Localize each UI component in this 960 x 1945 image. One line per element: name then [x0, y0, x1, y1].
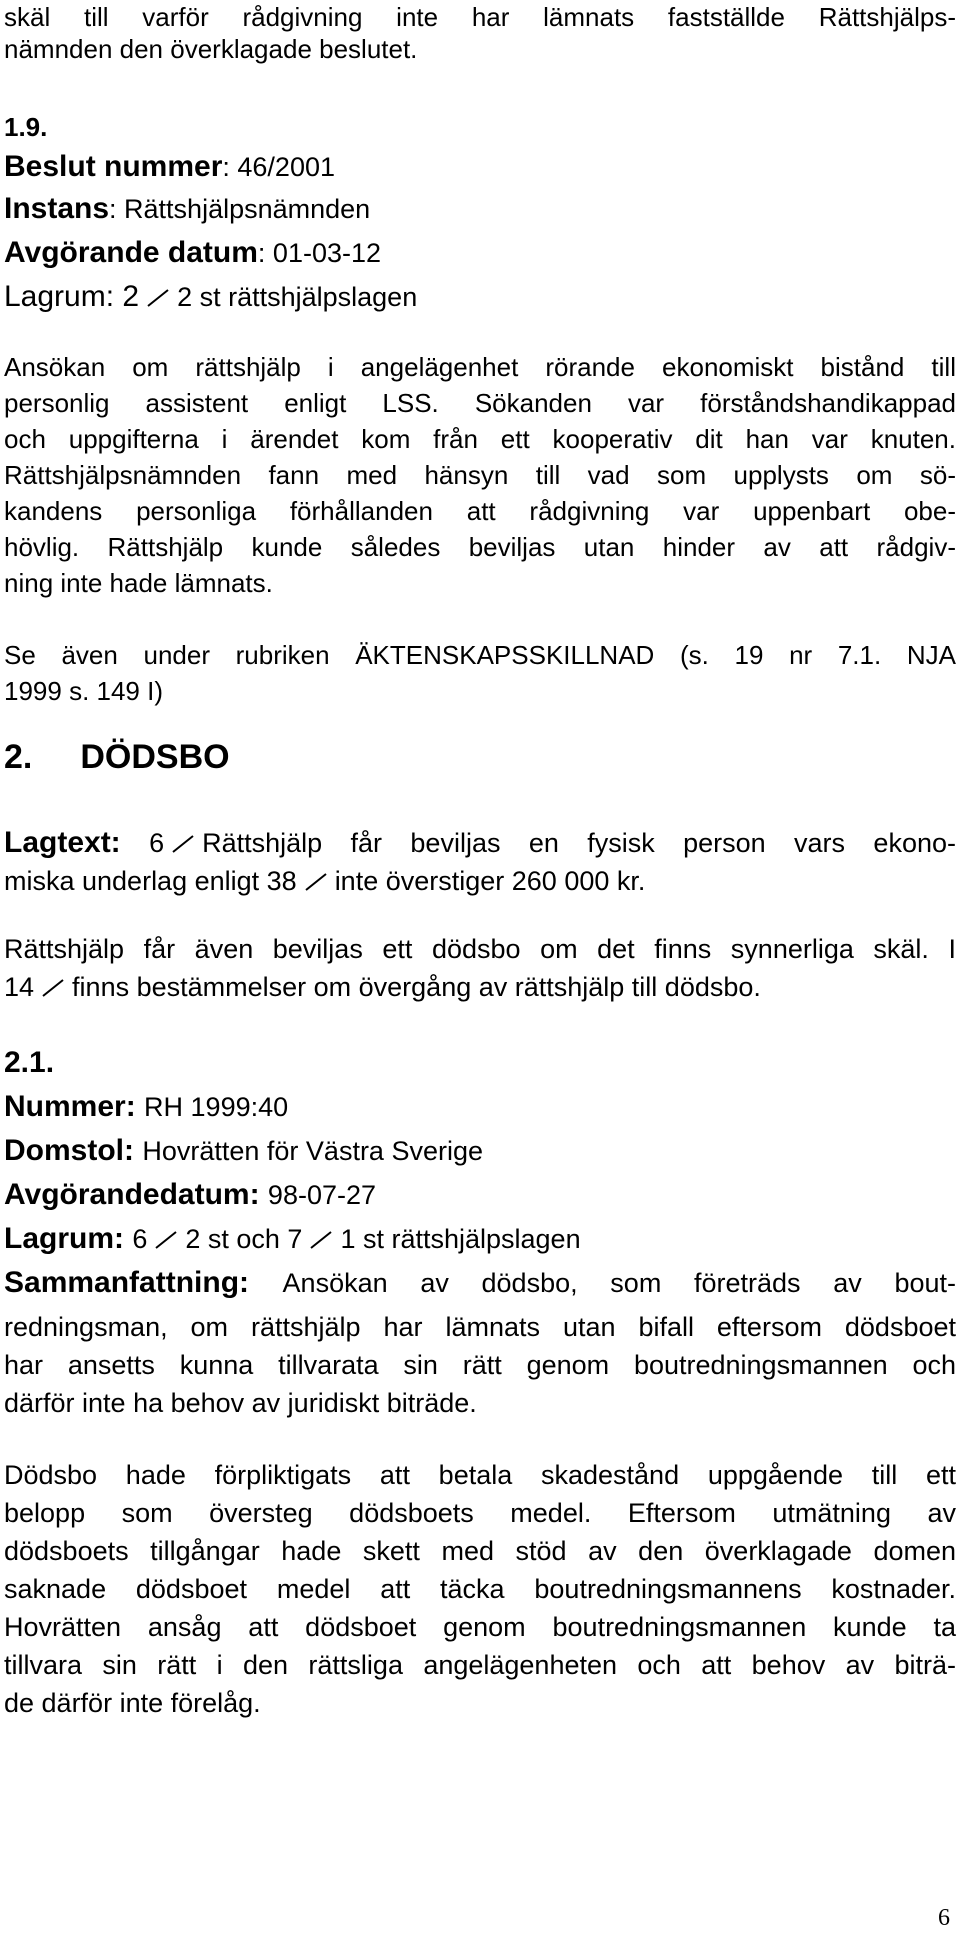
body-line: hövlig. Rättshjälp kunde således beviljas utan hinder av att rådgiv- [4, 532, 956, 562]
datum-label: Avgörandedatum: [4, 1178, 260, 1211]
lagrum-line [4, 280, 417, 314]
lagtext-b: Rättshjälp får beviljas en fysisk person vars ekono- [202, 828, 956, 858]
sammanfattning-line: därför inte ha behov av juridiskt biträde. [4, 1388, 477, 1418]
para-line2-a: 14 [4, 972, 35, 1002]
body-line: och uppgifterna i ärendet kom från ett kooperativ dit han var knuten. [4, 424, 956, 454]
body-line: Ansökan om rättshjälp i angelägenhet rörande ekonomiskt bistånd till [4, 352, 956, 382]
instans [4, 192, 370, 226]
beslut-label: Beslut nummer [4, 150, 223, 183]
section-sign-icon [145, 284, 171, 310]
case-number: 1.9. [4, 112, 48, 142]
body-line: ning inte hade lämnats. [4, 568, 273, 598]
section-title: DÖDSBO [80, 738, 230, 776]
lagtext-line2-b: inte överstiger 260 000 kr. [334, 866, 646, 896]
para-line: dödsboets tillgångar hade skett med stöd av den överklagade domen [4, 1536, 956, 1566]
lagtext-line-1 [4, 826, 956, 860]
para-line: de därför inte förelåg. [4, 1688, 261, 1718]
lagrum-b: 2 st och 7 [185, 1224, 303, 1254]
sammanfattning-line: redningsman, om rättshjälp har lämnats utan bifall eftersom dödsboet [4, 1312, 956, 1342]
section-sign-icon [170, 830, 196, 856]
sammanfattning-line: har ansetts kunna tillvarata sin rätt genom boutredningsmannen och [4, 1350, 956, 1380]
lagtext-line2-a: miska underlag enligt 38 [4, 866, 297, 896]
datum-label: Avgörande datum [4, 236, 258, 269]
para-line: tillvara sin rätt i den rättsliga angelägenheten och att behov av biträ- [4, 1650, 956, 1680]
section-sign-icon [153, 1226, 179, 1252]
section-sign-icon [303, 868, 329, 894]
lagrum-text-b: 2 st rättshjälpslagen [177, 282, 418, 312]
beslut-nummer [4, 150, 335, 184]
lagrum-c: 1 st rättshjälpslagen [340, 1224, 581, 1254]
avgorande-datum [4, 236, 381, 270]
see-also-line-2: 1999 s. 149 I) [4, 676, 163, 706]
nummer-value: RH 1999:40 [144, 1092, 289, 1122]
instans-label: Instans [4, 192, 110, 225]
datum-value: 98-07-27 [267, 1180, 377, 1210]
para-line: belopp som översteg dödsboets medel. Eftersom utmätning av [4, 1498, 956, 1528]
case-number: 2.1. [4, 1046, 55, 1079]
para-line: saknade dödsboet medel att täcka boutredningsmannens kostnader. [4, 1574, 956, 1604]
body-line: kandens personliga förhållanden att rådgivning var uppenbart obe- [4, 496, 956, 526]
section-heading [4, 738, 230, 777]
domstol [4, 1134, 483, 1168]
domstol-value: Hovrätten för Västra Sverige [142, 1136, 483, 1166]
lagtext-a: 6 [149, 828, 165, 858]
section-sign-icon [40, 974, 66, 1000]
para-line: Hovrätten ansåg att dödsboet genom boutredningsmannen kunde ta [4, 1612, 956, 1642]
section-number: 2. [4, 738, 33, 776]
nummer-label: Nummer: [4, 1090, 136, 1123]
avgorandedatum [4, 1178, 376, 1212]
datum-value: : 01-03-12 [257, 238, 382, 268]
lagtext-line-2 [4, 866, 645, 897]
instans-value: : Rättshjälpsnämnden [109, 194, 371, 224]
sammanfattning-first: Ansökan av dödsbo, som företräds av bout- [282, 1268, 956, 1298]
section-sign-icon [308, 1226, 334, 1252]
see-also-line-1: Se även under rubriken ÄKTENSKAPSSKILLNAD (s. 19 nr 7.1. NJA [4, 640, 956, 670]
lagrum-label: Lagrum: [4, 1222, 124, 1255]
lagrum-text-a: Lagrum: 2 [4, 280, 140, 313]
intro-line-2: nämnden den överklagade beslutet. [4, 34, 418, 64]
dodsbo-para-line-2 [4, 972, 761, 1003]
page-number: 6 [938, 1905, 950, 1931]
nummer [4, 1090, 288, 1124]
lagtext-label: Lagtext: [4, 826, 121, 859]
lagrum-a: 6 [132, 1224, 148, 1254]
body-line: Rättshjälpsnämnden fann med hänsyn till vad som upplysts om sö- [4, 460, 956, 490]
dodsbo-para-line-1: Rättshjälp får även beviljas ett dödsbo om det finns synnerliga skäl. I [4, 934, 956, 964]
para-line2-b: finns bestämmelser om övergång av rättshjälp till dödsbo. [72, 972, 761, 1002]
lagrum [4, 1222, 581, 1256]
sammanfattning-line-1 [4, 1266, 956, 1300]
sammanfattning-label: Sammanfattning: [4, 1266, 250, 1299]
beslut-value: : 46/2001 [222, 152, 335, 182]
intro-line-1: skäl till varför rådgivning inte har lämnats fastställde Rättshjälps- [4, 2, 956, 32]
domstol-label: Domstol: [4, 1134, 134, 1167]
para-line: Dödsbo hade förpliktigats att betala skadestånd uppgående till ett [4, 1460, 956, 1490]
body-line: personlig assistent enligt LSS. Sökanden var förståndshandikappad [4, 388, 956, 418]
